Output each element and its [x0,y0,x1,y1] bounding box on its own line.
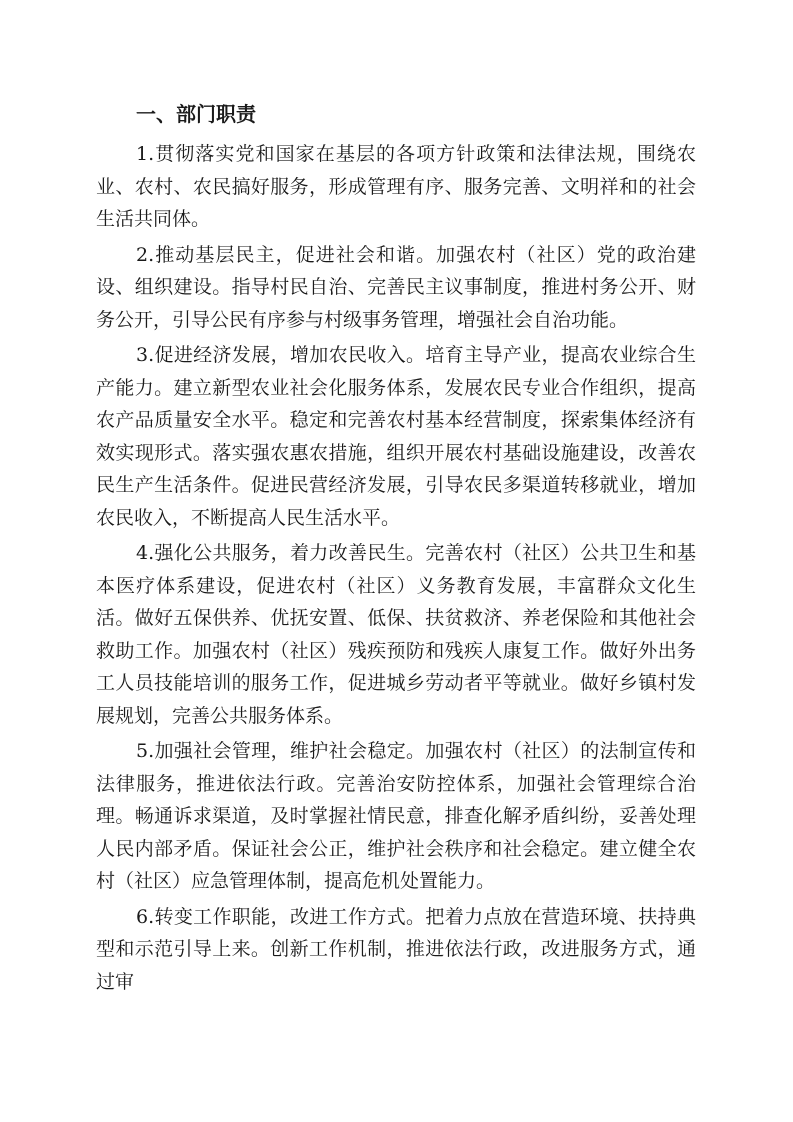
paragraph-2: 2.推动基层民主，促进社会和谐。加强农村（社区）党的政治建设、组织建设。指导村民自治、完善民主议事制度，推进村务公开、财务公开，引导公民有序参与村级事务管理，增强社会自治功能。 [96,243,696,331]
paragraph-4: 4.强化公共服务，着力改善民生。完善农村（社区）公共卫生和基本医疗体系建设，促进农村（社区）义务教育发展，丰富群众文化生活。做好五保供养、优抚安置、低保、扶贫救济、养老保险和其他社会救助工作。加强农村（社区）残疾预防和残疾人康复工作。做好外出务工人员技能培训的服务工作，促进城乡劳动者平等就业。做好乡镇村发展规划，完善公共服务体系。 [96,542,696,727]
paragraph-1: 1.贯彻落实党和国家在基层的各项方针政策和法律法规，围绕农业、农村、农民搞好服务，形成管理有序、服务完善、文明祥和的社会生活共同体。 [96,143,696,230]
paragraph-6: 6.转变工作职能，改进工作方式。把着力点放在营造环境、扶持典型和示范引导上来。创新工作机制，推进依法行政，改进服务方式，通过审 [96,905,696,993]
section-title: 一、部门职责 [136,102,256,126]
document-body [96,98,696,1001]
paragraph-5: 5.加强社会管理，维护社会稳定。加强农村（社区）的法制宣传和法律服务，推进依法行政。完善治安防控体系，加强社会管理综合治理。畅通诉求渠道，及时掌握社情民意，排查化解矛盾纠纷，妥善处理人民内部矛盾。保证社会公正，维护社会秩序和社会稳定。建立健全农村（社区）应急管理体制，提高危机处置能力。 [96,740,696,892]
paragraph-3: 3.促进经济发展，增加农民收入。培育主导产业，提高农业综合生产能力。建立新型农业社会化服务体系，发展农民专业合作组织，提高农产品质量安全水平。稳定和完善农村基本经营制度，探索集体经济有效实现形式。落实强农惠农措施，组织开展农村基础设施建设，改善农民生产生活条件。促进民营经济发展，引导农民多渠道转移就业，增加农民收入，不断提高人民生活水平。 [96,344,696,529]
